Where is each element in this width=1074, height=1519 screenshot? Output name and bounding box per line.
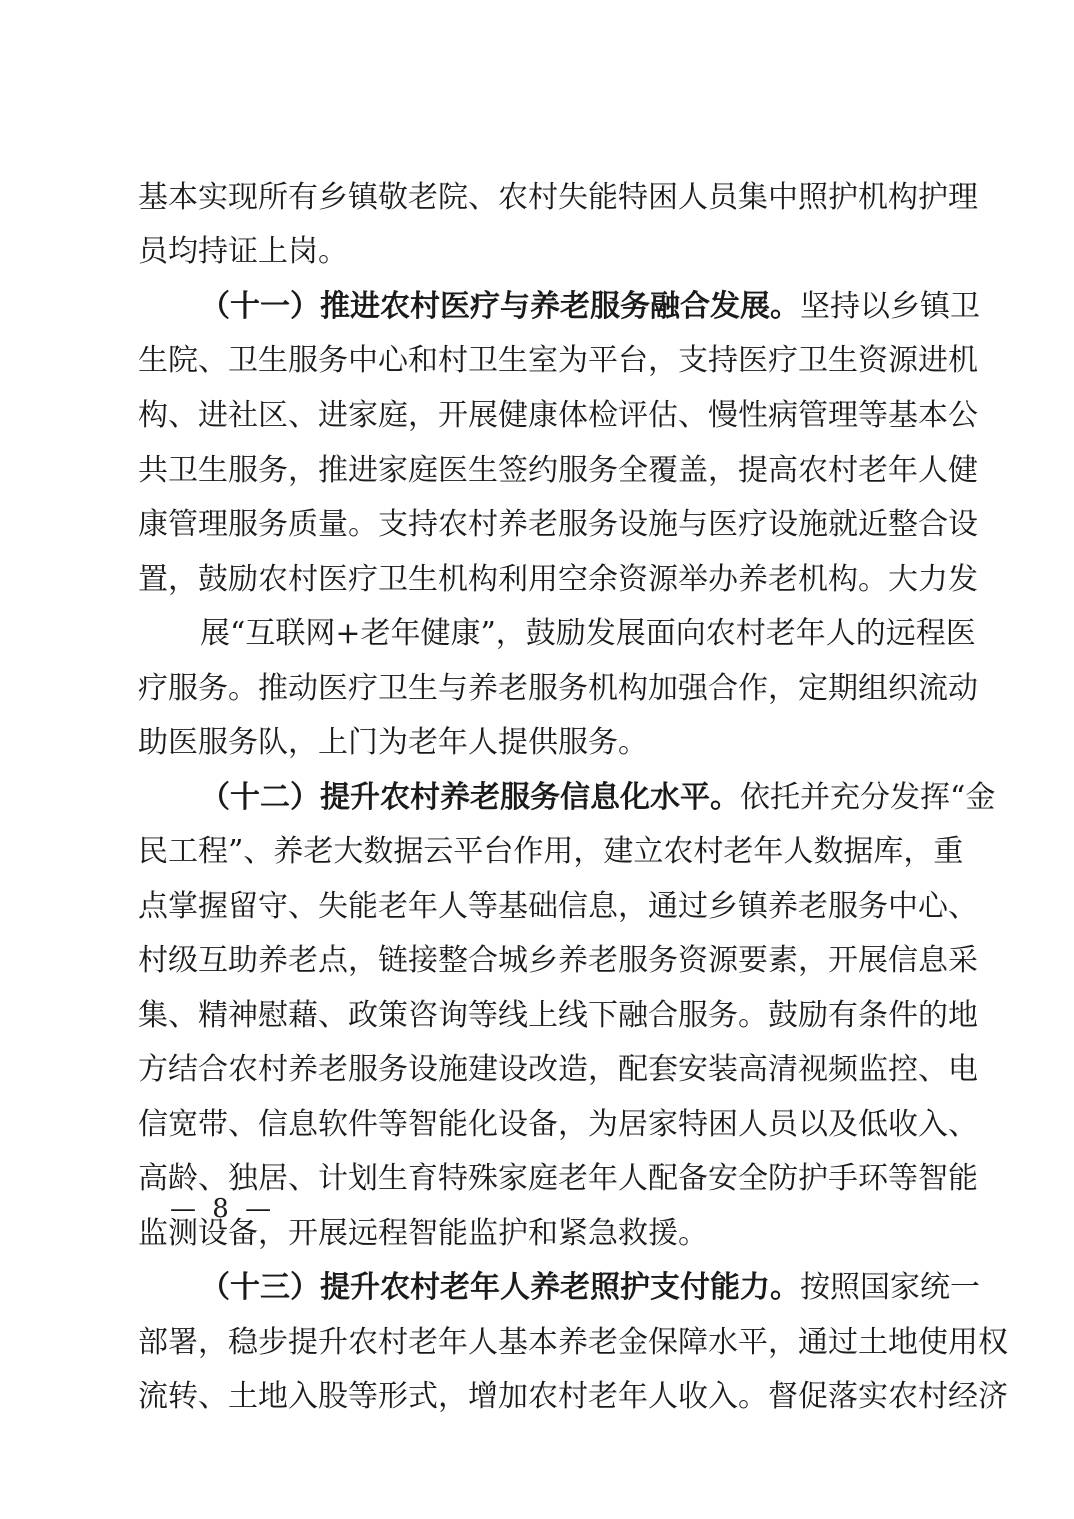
- section-11-first-line: [200, 287, 980, 327]
- text-line: 置，鼓励农村医疗卫生机构利用空余资源举办养老机构。大力发: [138, 562, 978, 597]
- text-line: 员均持证上岗。: [138, 234, 348, 269]
- section-heading: （十二）提升农村养老服务信息化水平。: [200, 780, 740, 815]
- text-line: 康管理服务质量。支持农村养老服务设施与医疗设施就近整合设: [138, 507, 978, 542]
- text-line: 监测设备，开展远程智能监护和紧急救援。: [138, 1216, 708, 1251]
- text-line: 共卫生服务，推进家庭医生签约服务全覆盖，提高农村老年人健: [138, 453, 978, 488]
- text-line: 构、进社区、进家庭，开展健康体检评估、慢性病管理等基本公: [138, 398, 978, 433]
- text-line: 展“互联网+老年健康”，鼓励发展面向农村老年人的远程医: [200, 616, 976, 651]
- text-run: 依托并充分发挥“金: [740, 780, 996, 815]
- text-line: 部署，稳步提升农村老年人基本养老金保障水平，通过土地使用权: [138, 1325, 1008, 1360]
- text-run: 按照国家统一: [800, 1270, 980, 1305]
- text-line: 基本实现所有乡镇敬老院、农村失能特困人员集中照护机构护理: [138, 180, 978, 215]
- text-line: 疗服务。推动医疗卫生与养老服务机构加强合作，定期组织流动: [138, 671, 978, 706]
- text-line: 信宽带、信息软件等智能化设备，为居家特困人员以及低收入、: [138, 1107, 978, 1142]
- text-line: 集、精神慰藉、政策咨询等线上线下融合服务。鼓励有条件的地: [138, 998, 978, 1033]
- text-line: 民工程”、养老大数据云平台作用，建立农村老年人数据库，重: [138, 834, 964, 869]
- section-13-first-line: [200, 1268, 980, 1308]
- text-line: 高龄、独居、计划生育特殊家庭老年人配备安全防护手环等智能: [138, 1161, 978, 1196]
- text-line: 流转、土地入股等形式，增加农村老年人收入。督促落实农村经济: [138, 1379, 1008, 1414]
- text-line: 助医服务队，上门为老年人提供服务。: [138, 725, 648, 760]
- section-heading: （十一）推进农村医疗与养老服务融合发展。: [200, 289, 800, 324]
- text-line: 点掌握留守、失能老年人等基础信息，通过乡镇养老服务中心、: [138, 889, 978, 924]
- text-line: 村级互助养老点，链接整合城乡养老服务资源要素，开展信息采: [138, 943, 978, 978]
- section-heading: （十三）提升农村老年人养老照护支付能力。: [200, 1270, 800, 1305]
- page-number: — 8 —: [170, 1194, 276, 1224]
- text-run: 坚持以乡镇卫: [800, 289, 980, 324]
- section-12-first-line: [200, 778, 996, 818]
- text-line: 生院、卫生服务中心和村卫生室为平台，支持医疗卫生资源进机: [138, 343, 978, 378]
- text-line: 方结合农村养老服务设施建设改造，配套安装高清视频监控、电: [138, 1052, 978, 1087]
